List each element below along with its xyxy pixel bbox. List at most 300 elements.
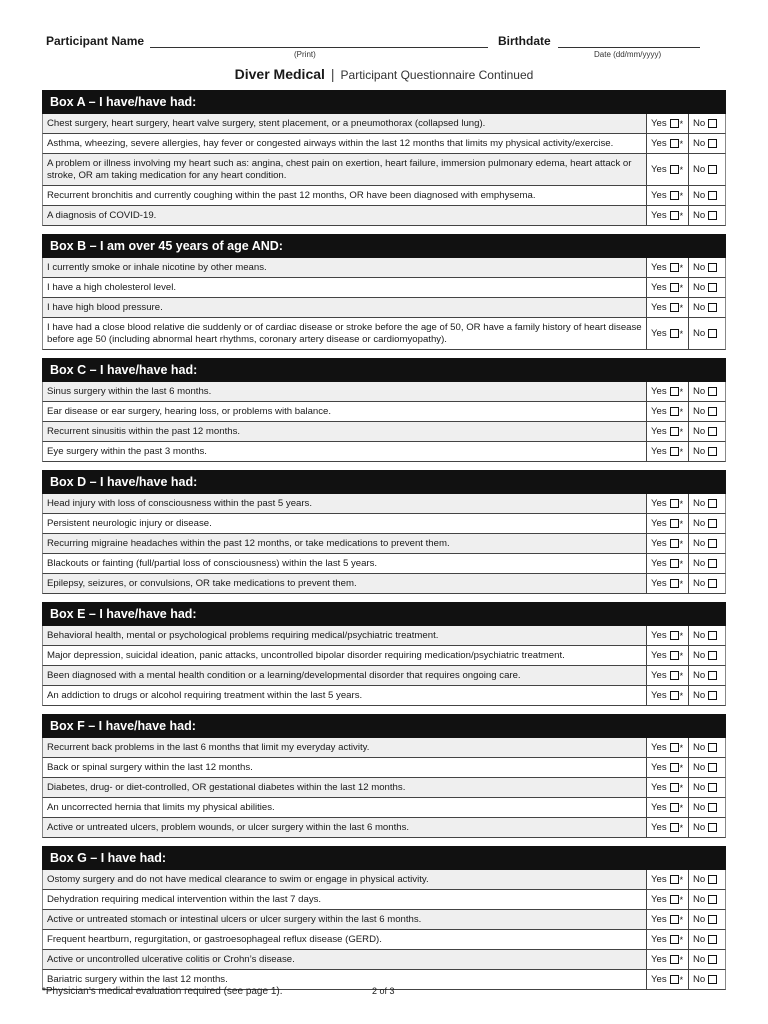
yes-checkbox[interactable]	[670, 283, 679, 292]
no-option	[689, 818, 725, 837]
yes-checkbox[interactable]	[670, 803, 679, 812]
yes-label: Yes	[651, 690, 667, 701]
asterisk-mark: *	[679, 934, 684, 945]
asterisk-mark: *	[679, 518, 684, 529]
no-option	[689, 758, 725, 777]
yes-label: Yes	[651, 670, 667, 681]
yes-option	[647, 134, 689, 153]
no-option	[689, 318, 725, 349]
no-option	[689, 278, 725, 297]
asterisk-mark: *	[679, 914, 684, 925]
question-row	[42, 154, 726, 186]
no-checkbox[interactable]	[708, 895, 717, 904]
no-option	[689, 666, 725, 685]
yes-checkbox[interactable]	[670, 823, 679, 832]
question-box	[42, 234, 726, 350]
yes-option	[647, 402, 689, 421]
question-text: Eye surgery within the past 3 months.	[43, 442, 647, 461]
box-rows	[42, 870, 726, 990]
asterisk-mark: *	[679, 974, 684, 985]
no-checkbox[interactable]	[708, 407, 717, 416]
yes-label: Yes	[651, 302, 667, 313]
no-label: No	[693, 446, 706, 457]
yes-option	[647, 422, 689, 441]
no-checkbox[interactable]	[708, 803, 717, 812]
asterisk-mark: *	[679, 406, 684, 417]
box-title: Box G – I have had:	[42, 846, 726, 870]
question-text: I currently smoke or inhale nicotine by other means.	[43, 258, 647, 277]
no-label: No	[693, 690, 706, 701]
yes-option	[647, 574, 689, 593]
no-option	[689, 402, 725, 421]
asterisk-mark: *	[679, 742, 684, 753]
no-option	[689, 798, 725, 817]
page-footer	[42, 986, 726, 997]
asterisk-mark: *	[679, 190, 684, 201]
box-rows	[42, 494, 726, 594]
no-label: No	[693, 934, 706, 945]
yes-label: Yes	[651, 578, 667, 589]
no-checkbox[interactable]	[708, 935, 717, 944]
yes-checkbox[interactable]	[670, 191, 679, 200]
no-label: No	[693, 670, 706, 681]
question-text: Been diagnosed with a mental health condition or a learning/developmental disorder that requires ongoing care.	[43, 666, 647, 685]
asterisk-mark: *	[679, 446, 684, 457]
question-box	[42, 602, 726, 706]
yes-option	[647, 382, 689, 401]
asterisk-mark: *	[679, 650, 684, 661]
question-row	[42, 134, 726, 154]
yes-checkbox[interactable]	[670, 447, 679, 456]
yes-checkbox[interactable]	[670, 975, 679, 984]
question-text: Persistent neurologic injury or disease.	[43, 514, 647, 533]
asterisk-mark: *	[679, 630, 684, 641]
question-row	[42, 758, 726, 778]
yes-option	[647, 442, 689, 461]
question-text: Sinus surgery within the last 6 months.	[43, 382, 647, 401]
question-row	[42, 298, 726, 318]
yes-label: Yes	[651, 782, 667, 793]
question-row	[42, 870, 726, 890]
print-hint: (Print)	[294, 50, 316, 59]
asterisk-mark: *	[679, 426, 684, 437]
yes-label: Yes	[651, 538, 667, 549]
no-label: No	[693, 210, 706, 221]
title-subtitle: Participant Questionnaire Continued	[340, 68, 534, 82]
question-row	[42, 930, 726, 950]
yes-option	[647, 278, 689, 297]
no-label: No	[693, 762, 706, 773]
asterisk-mark: *	[679, 558, 684, 569]
box-title: Box B – I am over 45 years of age AND:	[42, 234, 726, 258]
yes-label: Yes	[651, 742, 667, 753]
no-checkbox[interactable]	[708, 539, 717, 548]
no-checkbox[interactable]	[708, 329, 717, 338]
no-checkbox[interactable]	[708, 191, 717, 200]
question-text: An addiction to drugs or alcohol requiring treatment within the last 5 years.	[43, 686, 647, 705]
yes-checkbox[interactable]	[670, 499, 679, 508]
question-row	[42, 534, 726, 554]
question-row	[42, 514, 726, 534]
question-row	[42, 910, 726, 930]
yes-option	[647, 778, 689, 797]
yes-option	[647, 758, 689, 777]
no-label: No	[693, 262, 706, 273]
yes-checkbox[interactable]	[670, 427, 679, 436]
yes-label: Yes	[651, 210, 667, 221]
no-label: No	[693, 138, 706, 149]
yes-checkbox[interactable]	[670, 165, 679, 174]
no-label: No	[693, 190, 706, 201]
yes-checkbox[interactable]	[670, 303, 679, 312]
question-text: Active or untreated stomach or intestinal ulcers or ulcer surgery within the last 6 months.	[43, 910, 647, 929]
yes-label: Yes	[651, 558, 667, 569]
asterisk-mark: *	[679, 538, 684, 549]
question-text: Recurring migraine headaches within the past 12 months, or take medications to prevent them.	[43, 534, 647, 553]
yes-option	[647, 514, 689, 533]
participant-name-label: Participant Name	[46, 34, 145, 48]
no-checkbox[interactable]	[708, 975, 717, 984]
no-option	[689, 910, 725, 929]
yes-option	[647, 206, 689, 225]
no-label: No	[693, 282, 706, 293]
asterisk-mark: *	[679, 954, 684, 965]
no-label: No	[693, 558, 706, 569]
no-label: No	[693, 164, 706, 175]
asterisk-mark: *	[679, 138, 684, 149]
question-text: Recurrent bronchitis and currently coughing within the past 12 months, OR have been diagnosed with emphysema.	[43, 186, 647, 205]
asterisk-mark: *	[679, 802, 684, 813]
no-label: No	[693, 742, 706, 753]
yes-label: Yes	[651, 762, 667, 773]
birthdate-field[interactable]	[558, 47, 700, 48]
birthdate-label: Birthdate	[498, 34, 551, 48]
yes-checkbox[interactable]	[670, 743, 679, 752]
no-checkbox[interactable]	[708, 915, 717, 924]
asterisk-mark: *	[679, 690, 684, 701]
no-checkbox[interactable]	[708, 955, 717, 964]
yes-label: Yes	[651, 914, 667, 925]
question-box	[42, 470, 726, 594]
yes-checkbox[interactable]	[670, 519, 679, 528]
yes-option	[647, 738, 689, 757]
no-option	[689, 554, 725, 573]
yes-option	[647, 534, 689, 553]
no-checkbox[interactable]	[708, 783, 717, 792]
asterisk-mark: *	[679, 762, 684, 773]
no-option	[689, 890, 725, 909]
question-row	[42, 798, 726, 818]
yes-label: Yes	[651, 138, 667, 149]
yes-checkbox[interactable]	[670, 263, 679, 272]
question-text: A problem or illness involving my heart such as: angina, chest pain on exertion, heart failure, immersion pulmonary edema, heart attack or stroke, OR am taking medication for any heart condition.	[43, 154, 647, 185]
no-label: No	[693, 518, 706, 529]
question-row	[42, 818, 726, 838]
yes-checkbox[interactable]	[670, 651, 679, 660]
question-text: Recurrent back problems in the last 6 months that limit my everyday activity.	[43, 738, 647, 757]
page-number: 2 of 3	[372, 986, 395, 996]
no-checkbox[interactable]	[708, 303, 717, 312]
date-format-hint: Date (dd/mm/yyyy)	[594, 50, 662, 59]
no-option	[689, 778, 725, 797]
yes-label: Yes	[651, 518, 667, 529]
no-option	[689, 206, 725, 225]
asterisk-mark: *	[679, 302, 684, 313]
question-text: Ostomy surgery and do not have medical clearance to swim or engage in physical activity.	[43, 870, 647, 889]
yes-option	[647, 626, 689, 645]
yes-option	[647, 114, 689, 133]
no-option	[689, 186, 725, 205]
no-checkbox[interactable]	[708, 579, 717, 588]
yes-option	[647, 818, 689, 837]
question-text: Recurrent sinusitis within the past 12 months.	[43, 422, 647, 441]
box-title: Box E – I have/have had:	[42, 602, 726, 626]
no-checkbox[interactable]	[708, 823, 717, 832]
yes-label: Yes	[651, 874, 667, 885]
question-text: I have had a close blood relative die suddenly or of cardiac disease or stroke before the age of 50, OR have a family history of heart disease before age 50 (including abnormal heart rhythms, coronary artery disease or cardiomyopathy).	[43, 318, 647, 349]
yes-option	[647, 646, 689, 665]
question-row	[42, 206, 726, 226]
question-text: Blackouts or fainting (full/partial loss of consciousness) within the last 5 years.	[43, 554, 647, 573]
question-text: Behavioral health, mental or psychological problems requiring medical/psychiatric treatment.	[43, 626, 647, 645]
no-checkbox[interactable]	[708, 671, 717, 680]
no-checkbox[interactable]	[708, 427, 717, 436]
yes-checkbox[interactable]	[670, 671, 679, 680]
question-row	[42, 402, 726, 422]
yes-label: Yes	[651, 954, 667, 965]
yes-checkbox[interactable]	[670, 691, 679, 700]
no-checkbox[interactable]	[708, 139, 717, 148]
yes-label: Yes	[651, 650, 667, 661]
yes-checkbox[interactable]	[670, 915, 679, 924]
no-option	[689, 738, 725, 757]
box-rows	[42, 382, 726, 462]
no-option	[689, 534, 725, 553]
asterisk-mark: *	[679, 498, 684, 509]
asterisk-mark: *	[679, 328, 684, 339]
form-page	[42, 0, 726, 985]
yes-option	[647, 950, 689, 969]
question-row	[42, 422, 726, 442]
questionnaire-boxes	[42, 90, 726, 998]
question-text: Frequent heartburn, regurgitation, or gastroesophageal reflux disease (GERD).	[43, 930, 647, 949]
yes-label: Yes	[651, 974, 667, 985]
asterisk-mark: *	[679, 874, 684, 885]
yes-option	[647, 686, 689, 705]
no-checkbox[interactable]	[708, 651, 717, 660]
no-label: No	[693, 118, 706, 129]
no-option	[689, 382, 725, 401]
no-label: No	[693, 650, 706, 661]
no-checkbox[interactable]	[708, 447, 717, 456]
form-header	[42, 0, 726, 62]
no-label: No	[693, 954, 706, 965]
no-option	[689, 950, 725, 969]
yes-label: Yes	[651, 822, 667, 833]
question-text: Bariatric surgery within the last 12 months.	[43, 970, 647, 989]
question-box	[42, 846, 726, 990]
yes-checkbox[interactable]	[670, 329, 679, 338]
yes-checkbox[interactable]	[670, 407, 679, 416]
no-checkbox[interactable]	[708, 165, 717, 174]
yes-checkbox[interactable]	[670, 387, 679, 396]
no-checkbox[interactable]	[708, 387, 717, 396]
no-checkbox[interactable]	[708, 263, 717, 272]
question-row	[42, 950, 726, 970]
yes-option	[647, 154, 689, 185]
question-text: Epilepsy, seizures, or convulsions, OR take medications to prevent them.	[43, 574, 647, 593]
form-title	[42, 66, 726, 84]
yes-option	[647, 318, 689, 349]
question-row	[42, 738, 726, 758]
question-box	[42, 90, 726, 226]
question-text: Head injury with loss of consciousness within the past 5 years.	[43, 494, 647, 513]
yes-option	[647, 798, 689, 817]
yes-option	[647, 258, 689, 277]
yes-option	[647, 910, 689, 929]
question-text: Active or uncontrolled ulcerative colitis or Crohn’s disease.	[43, 950, 647, 969]
no-label: No	[693, 782, 706, 793]
question-row	[42, 186, 726, 206]
no-option	[689, 494, 725, 513]
yes-label: Yes	[651, 282, 667, 293]
no-checkbox[interactable]	[708, 283, 717, 292]
physician-note: *Physician’s medical evaluation required (see page 1).	[42, 986, 283, 997]
no-option	[689, 686, 725, 705]
yes-label: Yes	[651, 802, 667, 813]
no-option	[689, 134, 725, 153]
no-option	[689, 626, 725, 645]
yes-checkbox[interactable]	[670, 875, 679, 884]
participant-name-field[interactable]	[150, 47, 488, 48]
no-option	[689, 930, 725, 949]
no-checkbox[interactable]	[708, 875, 717, 884]
box-title: Box F – I have/have had:	[42, 714, 726, 738]
yes-checkbox[interactable]	[670, 631, 679, 640]
no-label: No	[693, 538, 706, 549]
yes-checkbox[interactable]	[670, 895, 679, 904]
no-checkbox[interactable]	[708, 691, 717, 700]
yes-option	[647, 930, 689, 949]
question-text: Ear disease or ear surgery, hearing loss, or problems with balance.	[43, 402, 647, 421]
no-checkbox[interactable]	[708, 559, 717, 568]
no-label: No	[693, 498, 706, 509]
yes-checkbox[interactable]	[670, 783, 679, 792]
yes-label: Yes	[651, 262, 667, 273]
yes-label: Yes	[651, 934, 667, 945]
question-text: Active or untreated ulcers, problem wounds, or ulcer surgery within the last 6 months.	[43, 818, 647, 837]
no-option	[689, 258, 725, 277]
asterisk-mark: *	[679, 578, 684, 589]
question-row	[42, 258, 726, 278]
no-label: No	[693, 874, 706, 885]
no-label: No	[693, 914, 706, 925]
question-text: I have a high cholesterol level.	[43, 278, 647, 297]
yes-label: Yes	[651, 164, 667, 175]
box-rows	[42, 738, 726, 838]
no-label: No	[693, 302, 706, 313]
yes-checkbox[interactable]	[670, 119, 679, 128]
question-row	[42, 318, 726, 350]
no-checkbox[interactable]	[708, 631, 717, 640]
question-text: Chest surgery, heart surgery, heart valve surgery, stent placement, or a pneumothorax (collapsed lung).	[43, 114, 647, 133]
box-title: Box A – I have/have had:	[42, 90, 726, 114]
question-row	[42, 114, 726, 134]
question-row	[42, 666, 726, 686]
yes-option	[647, 494, 689, 513]
question-row	[42, 442, 726, 462]
yes-label: Yes	[651, 118, 667, 129]
asterisk-mark: *	[679, 282, 684, 293]
question-text: I have high blood pressure.	[43, 298, 647, 317]
question-text: A diagnosis of COVID-19.	[43, 206, 647, 225]
title-separator: |	[330, 66, 335, 82]
title-main: Diver Medical	[234, 66, 325, 82]
question-row	[42, 626, 726, 646]
no-label: No	[693, 426, 706, 437]
no-label: No	[693, 630, 706, 641]
yes-checkbox[interactable]	[670, 539, 679, 548]
yes-checkbox[interactable]	[670, 139, 679, 148]
no-checkbox[interactable]	[708, 519, 717, 528]
no-option	[689, 870, 725, 889]
question-row	[42, 646, 726, 666]
no-checkbox[interactable]	[708, 499, 717, 508]
yes-label: Yes	[651, 328, 667, 339]
question-box	[42, 714, 726, 838]
asterisk-mark: *	[679, 262, 684, 273]
question-text: Dehydration requiring medical intervention within the last 7 days.	[43, 890, 647, 909]
no-label: No	[693, 894, 706, 905]
yes-checkbox[interactable]	[670, 955, 679, 964]
no-option	[689, 154, 725, 185]
no-label: No	[693, 822, 706, 833]
no-checkbox[interactable]	[708, 743, 717, 752]
yes-option	[647, 298, 689, 317]
yes-label: Yes	[651, 630, 667, 641]
question-text: An uncorrected hernia that limits my physical abilities.	[43, 798, 647, 817]
asterisk-mark: *	[679, 894, 684, 905]
no-option	[689, 646, 725, 665]
question-row	[42, 554, 726, 574]
no-label: No	[693, 578, 706, 589]
no-label: No	[693, 386, 706, 397]
asterisk-mark: *	[679, 822, 684, 833]
no-label: No	[693, 328, 706, 339]
yes-checkbox[interactable]	[670, 579, 679, 588]
no-option	[689, 422, 725, 441]
yes-option	[647, 870, 689, 889]
yes-checkbox[interactable]	[670, 211, 679, 220]
no-checkbox[interactable]	[708, 119, 717, 128]
yes-checkbox[interactable]	[670, 763, 679, 772]
yes-option	[647, 890, 689, 909]
yes-checkbox[interactable]	[670, 935, 679, 944]
yes-checkbox[interactable]	[670, 559, 679, 568]
no-option	[689, 574, 725, 593]
question-box	[42, 358, 726, 462]
no-checkbox[interactable]	[708, 763, 717, 772]
question-row	[42, 778, 726, 798]
no-option	[689, 114, 725, 133]
question-row	[42, 278, 726, 298]
question-row	[42, 574, 726, 594]
no-checkbox[interactable]	[708, 211, 717, 220]
yes-label: Yes	[651, 894, 667, 905]
no-label: No	[693, 802, 706, 813]
yes-label: Yes	[651, 406, 667, 417]
no-label: No	[693, 974, 706, 985]
